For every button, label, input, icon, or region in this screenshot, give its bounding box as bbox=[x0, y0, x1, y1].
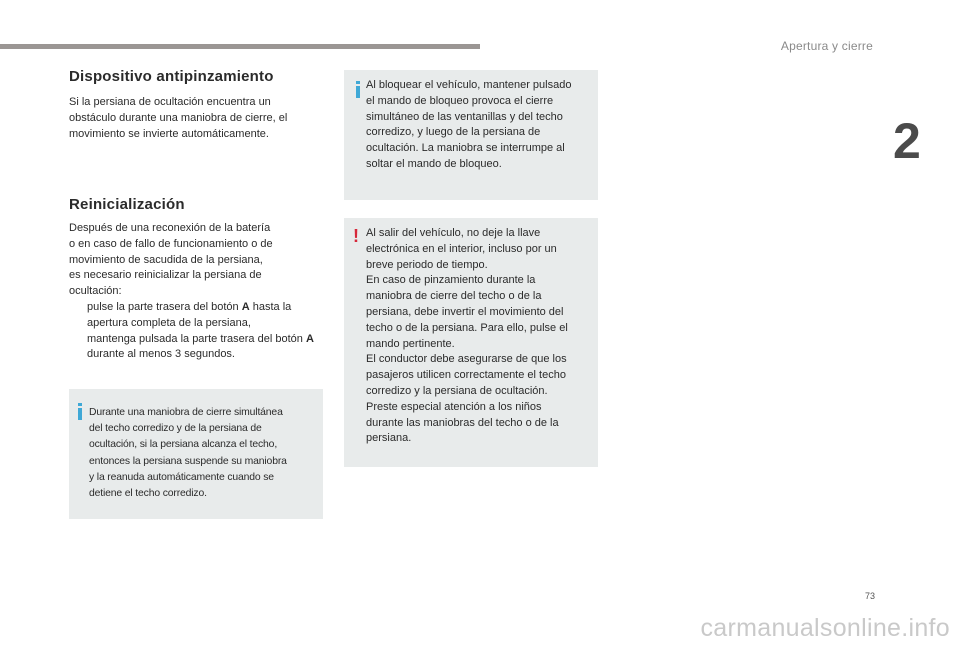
text-line: el mando de bloqueo provoca el cierre bbox=[366, 94, 554, 107]
info-note-simultaneous-close bbox=[69, 389, 323, 519]
anti-pinch-title: Dispositivo antipinzamiento bbox=[69, 68, 274, 85]
text-line: obstáculo durante una maniobra de cierre, el bbox=[69, 111, 288, 124]
page-number: 73 bbox=[864, 591, 875, 601]
button-key-label: A bbox=[241, 300, 250, 313]
info-icon bbox=[76, 403, 84, 420]
text-line: persiana, debe invertir el movimiento del bbox=[366, 305, 564, 318]
text-line: ocultación, si la persiana alcanza el techo, bbox=[89, 439, 278, 451]
text-line: ocultación: bbox=[69, 285, 122, 298]
text-line: ocultación. La maniobra se interrumpe al bbox=[366, 142, 565, 155]
header-rule bbox=[0, 44, 480, 49]
text-line: movimiento se invierte automáticamente. bbox=[69, 127, 269, 140]
text-line: corredizo y la persiana de ocultación. bbox=[366, 384, 548, 397]
warning-note-pinch bbox=[344, 218, 598, 467]
text-line: durante las maniobras del techo o de la bbox=[366, 416, 559, 429]
text-line: y la reanuda automáticamente cuando se bbox=[89, 471, 274, 483]
note-text bbox=[366, 78, 590, 173]
text-line: Al bloquear el vehículo, mantener pulsado bbox=[366, 79, 572, 91]
text-line: entonces la persiana suspende su maniobra bbox=[89, 455, 287, 467]
text-line: persiana. bbox=[366, 432, 412, 445]
step-text: durante al menos 3 segundos. bbox=[87, 348, 235, 361]
section-label: Apertura y cierre bbox=[780, 39, 873, 53]
text-line: soltar el mando de bloqueo. bbox=[366, 157, 502, 170]
text-line: El conductor debe asegurarse de que los bbox=[366, 353, 567, 366]
text-line: o en caso de fallo de funcionamiento o de bbox=[69, 237, 273, 250]
text-line: techo o de la persiana. Para ello, pulse el bbox=[366, 321, 568, 334]
text-line: Después de una reconexión de la batería bbox=[69, 222, 271, 234]
info-icon bbox=[354, 81, 362, 98]
text-line: En caso de pinzamiento durante la bbox=[366, 274, 536, 287]
anti-pinch-text bbox=[69, 95, 323, 142]
text-line: corredizo, y luego de la persiana de bbox=[366, 126, 541, 139]
note-text bbox=[366, 226, 590, 447]
reinit-title: Reinicialización bbox=[69, 196, 185, 213]
text-line: movimiento de sacudida de la persiana, bbox=[69, 253, 263, 266]
text-line: Si la persiana de ocultación encuentra un bbox=[69, 96, 271, 108]
text-line: breve periodo de tiempo. bbox=[366, 258, 488, 271]
list-item bbox=[69, 300, 323, 332]
chapter-number: 2 bbox=[893, 113, 921, 169]
note-text bbox=[89, 405, 313, 502]
text-line: del techo corredizo y de la persiana de bbox=[89, 423, 262, 435]
text-line: mando pertinente. bbox=[366, 337, 455, 350]
text-line: Durante una maniobra de cierre simultánea bbox=[89, 407, 283, 418]
warning-icon: ! bbox=[353, 226, 359, 246]
reinit-text bbox=[69, 221, 323, 363]
text-line: electrónica en el interior, incluso por un bbox=[366, 242, 557, 255]
reinit-steps bbox=[69, 300, 323, 363]
text-line: es necesario reinicializar la persiana de bbox=[69, 269, 262, 282]
text-line: pasajeros utilicen correctamente el techo bbox=[366, 369, 566, 382]
watermark: carmanualsonline.info bbox=[700, 614, 950, 642]
text-line: Al salir del vehículo, no deje la llave bbox=[366, 227, 541, 239]
list-item bbox=[69, 332, 323, 364]
text-line: Preste especial atención a los niños bbox=[366, 400, 542, 413]
step-text: hasta la apertura completa de la persiana, bbox=[87, 300, 292, 329]
step-text: mantenga pulsada la parte trasera del botón bbox=[87, 332, 306, 345]
info-note-locking bbox=[344, 70, 598, 200]
text-line: maniobra de cierre del techo o de la bbox=[366, 290, 542, 303]
step-text: pulse la parte trasera del botón bbox=[87, 300, 242, 313]
text-line: simultáneo de las ventanillas y del techo bbox=[366, 110, 563, 123]
button-key-label: A bbox=[305, 332, 314, 345]
text-line: detiene el techo corredizo. bbox=[89, 488, 207, 500]
